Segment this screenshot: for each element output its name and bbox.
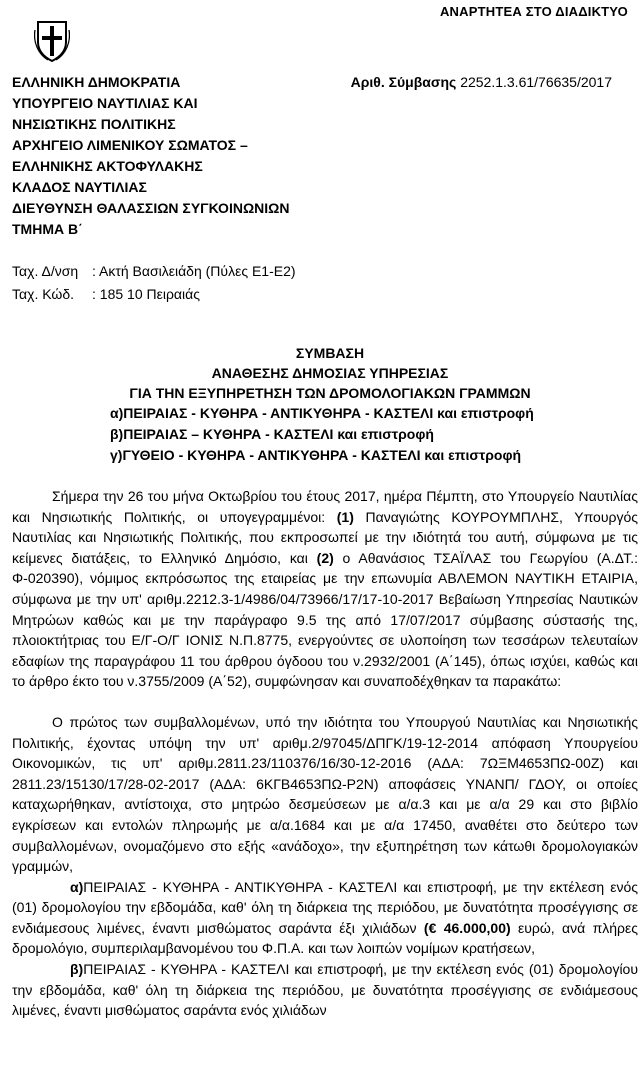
title-line: ΑΝΑΘΕΣΗΣ ΔΗΜΟΣΙΑΣ ΥΠΗΡΕΣΙΑΣ — [211, 365, 449, 381]
body-paragraph — [12, 486, 638, 692]
street-label: Ταχ. Δ/νση — [12, 263, 79, 279]
amount: (€ 46.000,00) — [423, 919, 511, 936]
street-row — [12, 260, 296, 283]
postal-value: : 185 10 Πειραιάς — [92, 286, 200, 302]
route-line: γ)ΓΥΘΕΙΟ - ΚΥΘΗΡΑ - ΑΝΤΙΚΥΘΗΡΑ - ΚΑΣΤΕΛΙ και επιστροφή — [110, 447, 522, 463]
publication-notice: ΑΝΑΡΤΗΤΕΑ ΣΤΟ ΔΙΑΔΙΚΤΥΟ — [439, 4, 628, 19]
authority-line: ΚΛΑΔΟΣ ΝΑΥΤΙΛΙΑΣ — [12, 179, 147, 195]
body-paragraph — [12, 959, 638, 1021]
contract-title — [0, 343, 640, 466]
route-marker: α) — [70, 878, 84, 895]
body-paragraph — [12, 877, 638, 959]
party-number: (2) — [316, 549, 334, 566]
authority-line: ΔΙΕΥΘΥΝΣΗ ΘΑΛΑΣΣΙΩΝ ΣΥΓΚΟΙΝΩΝΙΩΝ — [12, 200, 290, 216]
party-number: (1) — [336, 508, 354, 525]
title-line: ΓΙΑ ΤΗΝ ΕΞΥΠΗΡΕΤΗΣΗ ΤΩΝ ΔΡΟΜΟΛΟΓΙΑΚΩΝ ΓΡΑΜΜΩΝ — [129, 385, 531, 401]
authority-line: ΕΛΛΗΝΙΚΗ ΔΗΜΟΚΡΑΤΙΑ — [12, 74, 181, 90]
contract-number — [351, 72, 612, 93]
paragraph-text: ΠΕΙΡΑΙΑΣ - ΚΥΘΗΡΑ - ΚΑΣΤΕΛΙ και επιστροφή, με την εκτέλεση ενός (01) δρομολογίου την εβδομάδα, καθ' όλη τη διάρκεια της περιόδου, με δυνατότητα προσέγγισης σε ενδιάμεσους λιμένες, έναντι μισθώματος σαράντα ενός χιλιάδων — [12, 961, 638, 1019]
route-marker: β) — [70, 961, 84, 978]
issuing-authority-block — [12, 72, 290, 240]
authority-line: ΤΜΗΜΑ Β΄ — [12, 221, 83, 237]
address-block — [12, 260, 296, 306]
authority-line: ΝΗΣΙΩΤΙΚΗΣ ΠΟΛΙΤΙΚΗΣ — [12, 116, 176, 132]
route-line: α)ΠΕΙΡΑΙΑΣ - ΚΥΘΗΡΑ - ΑΝΤΙΚΥΘΗΡΑ - ΚΑΣΤΕΛΙ και επιστροφή — [110, 405, 534, 421]
contract-body — [12, 486, 638, 1021]
greek-coat-of-arms-icon — [34, 20, 70, 62]
authority-line: ΑΡΧΗΓΕΙΟ ΛΙΜΕΝΙΚΟΥ ΣΩΜΑΤΟΣ – — [12, 137, 248, 153]
paragraph-text: ο Αθανάσιος ΤΣΑΪΛΑΣ του Γεωργίου (Α.ΔΤ.: Φ-020390), νόμιμος εκπρόσωπος της εταιρείας με την επωνυμία ΑΒΛΕΜΟΝ ΝΑΥΤΙΚΗ ΕΤΑΙΡΙΑ, σύμφωνα με την υπ' αριθμ.2212.3-1/4986/04/73966/17/17-10-2017 Βεβαίωση Υπηρεσίας Ναυτικών Μητρώων καθώς και με την παράγραφο 9.5 της από 17/07/2017 σύμβασης σύστασής της, πλοιοκτήτριας του Ε/Γ-Ο/Γ ΙΟΝΙΣ Ν.Π.8775, ενεργούντες σε υλοποίηση των τεσσάρων τελευταίων εδαφίων της παραγράφου 11 του άρθρου όγδοου του ν.2932/2001 (Α΄145), όπως ισχύει, καθώς και το άρθρο έκτο του ν.3755/2009 (Α΄52), συμφώνησαν και συναποδέχθηκαν τα παρακάτω: — [12, 549, 638, 690]
street-value: : Ακτή Βασιλειάδη (Πύλες Ε1-Ε2) — [92, 263, 296, 279]
postal-row — [12, 283, 296, 306]
authority-line: ΕΛΛΗΝΙΚΗΣ ΑΚΤΟΦΥΛΑΚΗΣ — [12, 158, 203, 174]
paragraph-text: Σήμερα την 26 του μήνα Οκτωβρίου του έτους 2017, ημέρα Πέμπτη, στο Υπουργείο Ναυτιλίας και Νησιωτικής Πολιτικής, οι υπογεγραμμένοι: — [12, 488, 638, 525]
paragraph-text: ΠΕΙΡΑΙΑΣ - ΚΥΘΗΡΑ - ΑΝΤΙΚΥΘΗΡΑ - ΚΑΣΤΕΛΙ και επιστροφή, με την εκτέλεση ενός (01) δρομολογίου την εβδομάδα, καθ' όλη τη διάρκεια της περιόδου, με δυνατότητα προσέγγισης σε ενδιάμεσους λιμένες, έναντι μισθώματος σαράντα έξι χιλιάδων — [12, 878, 638, 936]
title-line: ΣΥΜΒΑΣΗ — [295, 345, 365, 361]
contract-number-value: 2252.1.3.61/76635/2017 — [460, 74, 612, 90]
route-line: β)ΠΕΙΡΑΙΑΣ – ΚΥΘΗΡΑ - ΚΑΣΤΕΛΙ και επιστροφή — [110, 426, 434, 442]
paragraph-text: Παναγιώτης ΚΟΥΡΟΥΜΠΛΗΣ, Υπουργός Ναυτιλίας και Νησιωτικής Πολιτικής, που εκπροσωπεί με την ιδιότητά του αυτή, σύμφωνα με τις κείμενες διατάξεις, το Ελληνικό Δημόσιο, και — [12, 508, 638, 566]
body-paragraph: Ο πρώτος των συμβαλλομένων, υπό την ιδιότητα του Υπουργού Ναυτιλίας και Νησιωτικής Πολιτικής, έχοντας υπόψη την υπ' αριθμ.2/97045/ΔΠΓΚ/19-12-2014 απόφαση Υπουργείου Οικονομικών, τις υπ' αριθμ.2811.23/110376/16/30-12-2016 (ΑΔΑ: 7ΩΞΜ4653ΠΩ-00Ζ) και 2811.23/15130/17/28-02-2017 (ΑΔΑ: 6ΚΓΒ4653ΠΩ-Ρ2Ν) αποφάσεις ΥΝΑΝΠ/ ΓΔΟΥ, οι οποίες καταχωρήθηκαν, αντίστοιχα, στο μητρώο δεσμεύσεων με α/α.3 και με α/α 29 και στο βιβλίο εγκρίσεων και εντολών πληρωμής με α/α.1684 και με α/α 17450, αναθέτει στο δεύτερο των συμβαλλομένων, ονομαζόμενο στο εξής «ανάδοχο», την εξυπηρέτηση των κάτωθι δρομολογιακών γραμμών, — [12, 713, 638, 875]
authority-line: ΥΠΟΥΡΓΕΙΟ ΝΑΥΤΙΛΙΑΣ ΚΑΙ — [12, 95, 198, 111]
contract-number-label: Αριθ. Σύμβασης — [350, 74, 457, 90]
paragraph-text: ευρώ, ανά πλήρες δρομολόγιο, συμπεριλαμβανομένου του Φ.Π.Α. και των λοιπών νομίμων κρατήσεων, — [12, 919, 638, 957]
postal-label: Ταχ. Κώδ. — [12, 286, 75, 302]
